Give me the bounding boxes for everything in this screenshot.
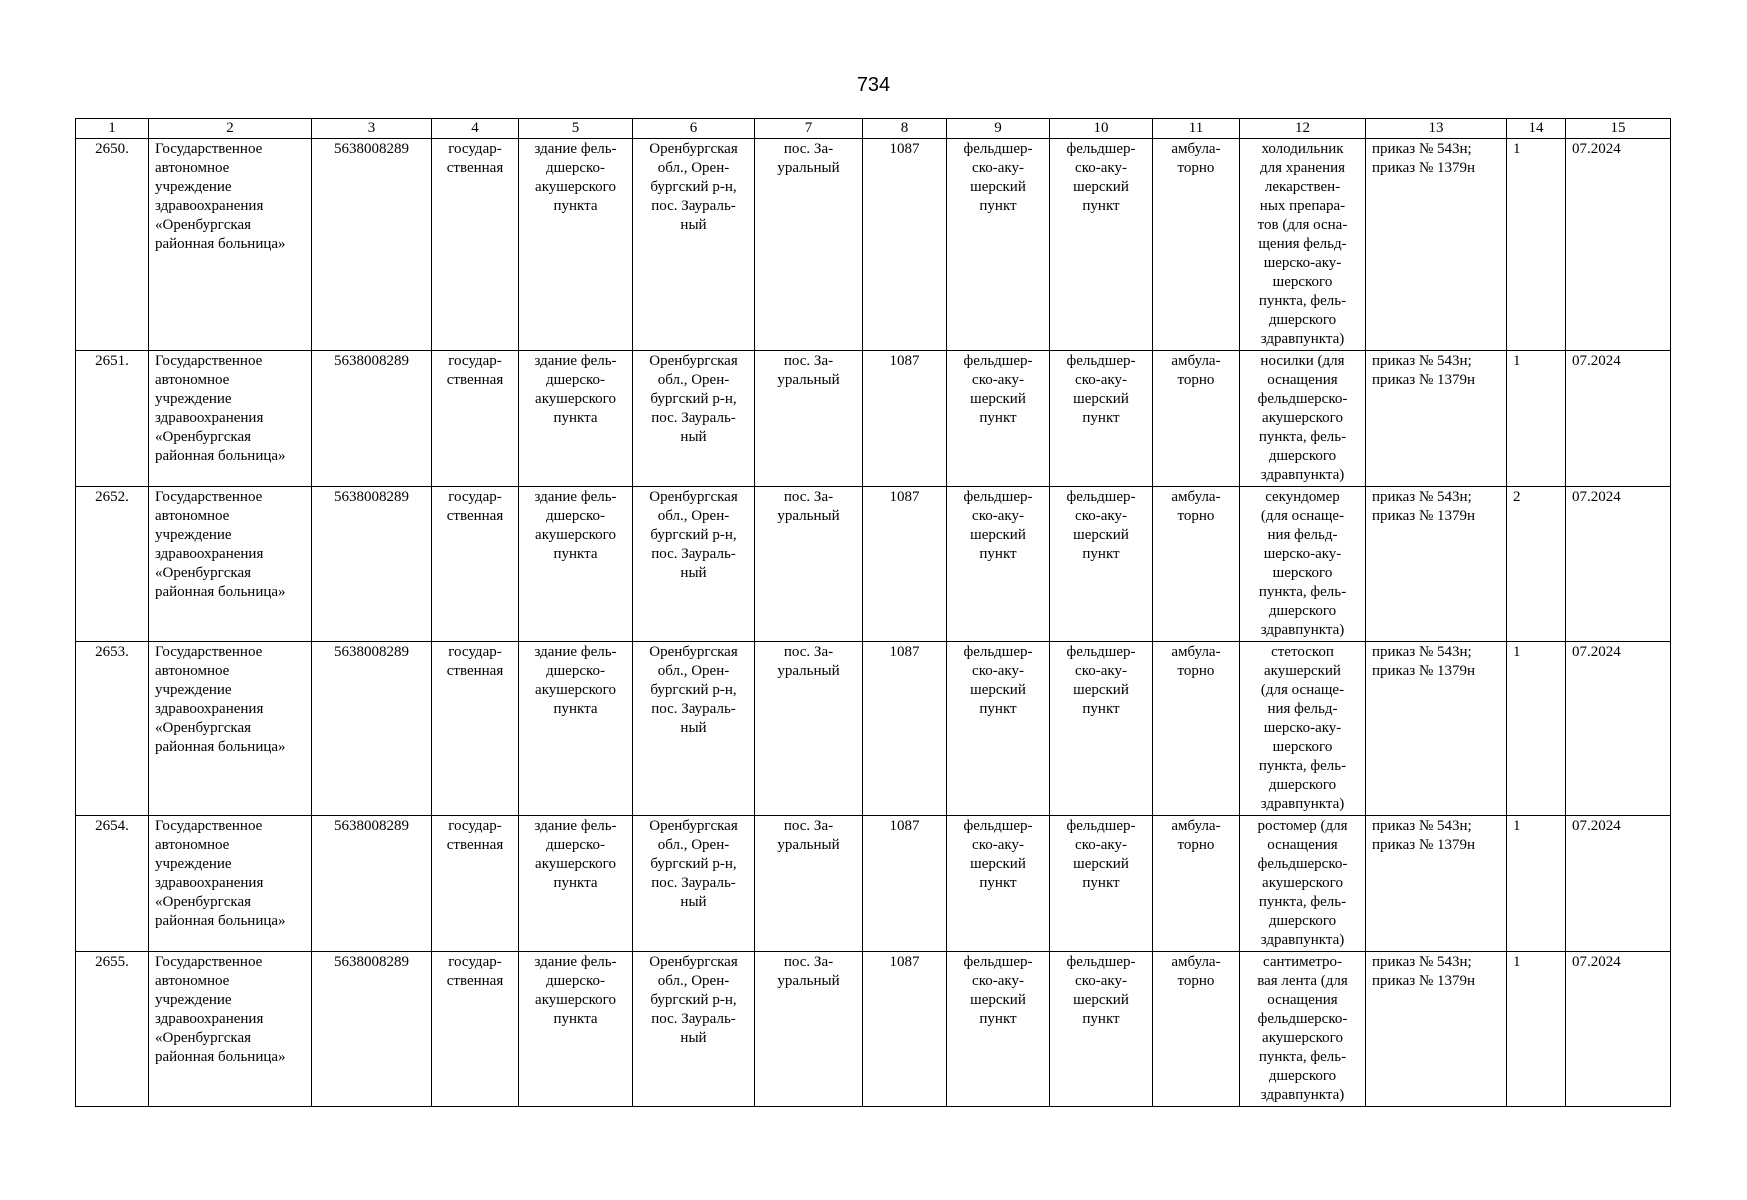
date-cell-text: 07.2024 xyxy=(1572,954,1621,970)
organization-cell xyxy=(149,487,312,642)
ownership-cell xyxy=(432,952,519,1107)
organization-cell xyxy=(149,642,312,816)
quantity-cell xyxy=(1507,139,1566,351)
table-row xyxy=(76,487,1671,642)
column-number: 11 xyxy=(1153,119,1240,139)
ownership-cell xyxy=(432,139,519,351)
organization-cell-text: Государственное автономное учреждение здравоохранения «Оренбургская районная больница» xyxy=(155,489,286,600)
facility-subtype-cell-text: фельдшер- ско-аку- шерский пункт xyxy=(1066,141,1136,214)
equipment-cell xyxy=(1240,642,1366,816)
equipment-cell-text: холодильник для хранения лекарствен- ных препара- тов (для осна- щения фельд- шерско-аку- шерского пункта, фель- дшерского здравпункта) xyxy=(1257,141,1348,347)
inn-cell-text: 5638008289 xyxy=(334,954,409,970)
care-mode-cell-text: амбула- торно xyxy=(1171,489,1221,524)
care-mode-cell xyxy=(1153,139,1240,351)
locality-cell xyxy=(755,642,863,816)
facility-subtype-cell xyxy=(1050,487,1153,642)
date-cell-text: 07.2024 xyxy=(1572,353,1621,369)
ownership-cell xyxy=(432,816,519,952)
row-number-cell-text: 2652. xyxy=(95,489,129,505)
equipment-cell-text: стетоскоп акушерский (для оснаще- ния фельд- шерско-аку- шерского пункта, фель- дшерского здравпункта) xyxy=(1258,644,1347,812)
column-number-row xyxy=(76,119,1671,139)
address-cell xyxy=(633,642,755,816)
care-mode-cell-text: амбула- торно xyxy=(1171,644,1221,679)
facility-type-cell-text: фельдшер- ско-аку- шерский пункт xyxy=(963,954,1033,1027)
locality-cell-text: пос. За- уральный xyxy=(777,489,840,524)
locality-cell xyxy=(755,952,863,1107)
facility-subtype-cell xyxy=(1050,816,1153,952)
date-cell-text: 07.2024 xyxy=(1572,818,1621,834)
ownership-cell-text: государ- ственная xyxy=(446,954,504,989)
facility-type-cell-text: фельдшер- ско-аку- шерский пункт xyxy=(963,818,1033,891)
table-row xyxy=(76,139,1671,351)
address-cell-text: Оренбургская обл., Орен- бургский р-н, пос. Заураль- ный xyxy=(649,353,738,445)
address-cell-text: Оренбургская обл., Орен- бургский р-н, пос. Заураль- ный xyxy=(649,489,738,581)
quantity-cell xyxy=(1507,816,1566,952)
building-cell xyxy=(519,139,633,351)
ownership-cell-text: государ- ственная xyxy=(446,818,504,853)
locality-cell xyxy=(755,351,863,487)
population-cell xyxy=(863,351,947,487)
column-number: 5 xyxy=(519,119,633,139)
facility-subtype-cell-text: фельдшер- ско-аку- шерский пункт xyxy=(1066,954,1136,1027)
facility-type-cell-text: фельдшер- ско-аку- шерский пункт xyxy=(963,353,1033,426)
equipment-cell-text: сантиметро- вая лента (для оснащения фельдшерско- акушерского пункта, фель- дшерского здравпункта) xyxy=(1257,954,1348,1103)
building-cell-text: здание фель- дшерско- акушерского пункта xyxy=(534,353,617,426)
facility-type-cell-text: фельдшер- ско-аку- шерский пункт xyxy=(963,489,1033,562)
locality-cell-text: пос. За- уральный xyxy=(777,818,840,853)
row-number-cell-text: 2654. xyxy=(95,818,129,834)
inn-cell-text: 5638008289 xyxy=(334,644,409,660)
row-number-cell xyxy=(76,816,149,952)
column-number: 13 xyxy=(1366,119,1507,139)
ownership-cell-text: государ- ственная xyxy=(446,141,504,176)
inn-cell-text: 5638008289 xyxy=(334,141,409,157)
locality-cell-text: пос. За- уральный xyxy=(777,353,840,388)
equipment-cell-text: носилки (для оснащения фельдшерско- акушерского пункта, фель- дшерского здравпункта) xyxy=(1257,353,1348,483)
column-number: 2 xyxy=(149,119,312,139)
quantity-cell-text: 1 xyxy=(1513,353,1521,369)
building-cell-text: здание фель- дшерско- акушерского пункта xyxy=(534,954,617,1027)
facility-subtype-cell xyxy=(1050,642,1153,816)
population-cell xyxy=(863,487,947,642)
order-cell-text: приказ № 543н; приказ № 1379н xyxy=(1372,644,1476,679)
address-cell xyxy=(633,351,755,487)
organization-cell xyxy=(149,816,312,952)
order-cell xyxy=(1366,642,1507,816)
organization-cell-text: Государственное автономное учреждение здравоохранения «Оренбургская районная больница» xyxy=(155,141,286,252)
facility-subtype-cell xyxy=(1050,351,1153,487)
quantity-cell-text: 1 xyxy=(1513,644,1521,660)
population-cell-text: 1087 xyxy=(889,141,920,157)
page-number: 734 xyxy=(856,74,891,96)
order-cell xyxy=(1366,487,1507,642)
address-cell xyxy=(633,139,755,351)
organization-cell xyxy=(149,139,312,351)
facility-subtype-cell xyxy=(1050,952,1153,1107)
facility-type-cell xyxy=(947,816,1050,952)
row-number-cell xyxy=(76,642,149,816)
facility-type-cell xyxy=(947,952,1050,1107)
date-cell xyxy=(1566,816,1671,952)
population-cell-text: 1087 xyxy=(889,954,920,970)
row-number-cell-text: 2655. xyxy=(95,954,129,970)
facility-type-cell-text: фельдшер- ско-аку- шерский пункт xyxy=(963,644,1033,717)
care-mode-cell xyxy=(1153,816,1240,952)
inn-cell-text: 5638008289 xyxy=(334,353,409,369)
equipment-cell-text: секундомер (для оснаще- ния фельд- шерско-аку- шерского пункта, фель- дшерского здравпункта) xyxy=(1258,489,1347,638)
order-cell xyxy=(1366,816,1507,952)
date-cell-text: 07.2024 xyxy=(1572,141,1621,157)
facility-type-cell xyxy=(947,351,1050,487)
ownership-cell-text: государ- ственная xyxy=(446,353,504,388)
equipment-cell xyxy=(1240,816,1366,952)
row-number-cell xyxy=(76,351,149,487)
table-row xyxy=(76,816,1671,952)
population-cell xyxy=(863,952,947,1107)
care-mode-cell xyxy=(1153,487,1240,642)
facility-subtype-cell xyxy=(1050,139,1153,351)
inn-cell xyxy=(312,816,432,952)
table-row xyxy=(76,642,1671,816)
column-number: 7 xyxy=(755,119,863,139)
row-number-cell-text: 2650. xyxy=(95,141,129,157)
equipment-cell xyxy=(1240,487,1366,642)
inn-cell xyxy=(312,952,432,1107)
inn-cell xyxy=(312,487,432,642)
registry-table xyxy=(75,118,1671,1107)
organization-cell-text: Государственное автономное учреждение здравоохранения «Оренбургская районная больница» xyxy=(155,353,286,464)
column-number: 6 xyxy=(633,119,755,139)
ownership-cell xyxy=(432,487,519,642)
date-cell xyxy=(1566,139,1671,351)
date-cell xyxy=(1566,952,1671,1107)
address-cell-text: Оренбургская обл., Орен- бургский р-н, пос. Заураль- ный xyxy=(649,818,738,910)
column-number: 12 xyxy=(1240,119,1366,139)
column-number: 9 xyxy=(947,119,1050,139)
date-cell xyxy=(1566,487,1671,642)
equipment-cell xyxy=(1240,139,1366,351)
order-cell xyxy=(1366,351,1507,487)
order-cell-text: приказ № 543н; приказ № 1379н xyxy=(1372,954,1476,989)
quantity-cell-text: 1 xyxy=(1513,141,1521,157)
population-cell-text: 1087 xyxy=(889,489,920,505)
facility-subtype-cell-text: фельдшер- ско-аку- шерский пункт xyxy=(1066,818,1136,891)
date-cell-text: 07.2024 xyxy=(1572,644,1621,660)
facility-subtype-cell-text: фельдшер- ско-аку- шерский пункт xyxy=(1066,353,1136,426)
organization-cell xyxy=(149,351,312,487)
care-mode-cell xyxy=(1153,952,1240,1107)
equipment-cell xyxy=(1240,351,1366,487)
population-cell-text: 1087 xyxy=(889,353,920,369)
order-cell-text: приказ № 543н; приказ № 1379н xyxy=(1372,353,1476,388)
building-cell-text: здание фель- дшерско- акушерского пункта xyxy=(534,818,617,891)
column-number: 3 xyxy=(312,119,432,139)
building-cell-text: здание фель- дшерско- акушерского пункта xyxy=(534,141,617,214)
population-cell xyxy=(863,816,947,952)
care-mode-cell-text: амбула- торно xyxy=(1171,353,1221,388)
ownership-cell-text: государ- ственная xyxy=(446,489,504,524)
facility-type-cell xyxy=(947,642,1050,816)
building-cell xyxy=(519,952,633,1107)
building-cell xyxy=(519,816,633,952)
quantity-cell xyxy=(1507,487,1566,642)
building-cell xyxy=(519,351,633,487)
address-cell xyxy=(633,487,755,642)
quantity-cell-text: 2 xyxy=(1513,489,1521,505)
population-cell-text: 1087 xyxy=(889,644,920,660)
inn-cell-text: 5638008289 xyxy=(334,818,409,834)
quantity-cell xyxy=(1507,642,1566,816)
locality-cell-text: пос. За- уральный xyxy=(777,644,840,679)
organization-cell xyxy=(149,952,312,1107)
address-cell xyxy=(633,952,755,1107)
order-cell-text: приказ № 543н; приказ № 1379н xyxy=(1372,818,1476,853)
date-cell xyxy=(1566,642,1671,816)
building-cell-text: здание фель- дшерско- акушерского пункта xyxy=(534,644,617,717)
building-cell xyxy=(519,487,633,642)
locality-cell-text: пос. За- уральный xyxy=(777,141,840,176)
equipment-cell xyxy=(1240,952,1366,1107)
order-cell-text: приказ № 543н; приказ № 1379н xyxy=(1372,141,1476,176)
address-cell xyxy=(633,816,755,952)
column-number: 1 xyxy=(76,119,149,139)
row-number-cell xyxy=(76,139,149,351)
row-number-cell-text: 2651. xyxy=(95,353,129,369)
order-cell-text: приказ № 543н; приказ № 1379н xyxy=(1372,489,1476,524)
organization-cell-text: Государственное автономное учреждение здравоохранения «Оренбургская районная больница» xyxy=(155,954,286,1065)
quantity-cell xyxy=(1507,952,1566,1107)
quantity-cell xyxy=(1507,351,1566,487)
ownership-cell-text: государ- ственная xyxy=(446,644,504,679)
equipment-cell-text: ростомер (для оснащения фельдшерско- акушерского пункта, фель- дшерского здравпункта) xyxy=(1257,818,1348,948)
inn-cell xyxy=(312,351,432,487)
care-mode-cell-text: амбула- торно xyxy=(1171,954,1221,989)
column-number: 4 xyxy=(432,119,519,139)
facility-type-cell-text: фельдшер- ско-аку- шерский пункт xyxy=(963,141,1033,214)
date-cell-text: 07.2024 xyxy=(1572,489,1621,505)
table-row xyxy=(76,952,1671,1107)
building-cell-text: здание фель- дшерско- акушерского пункта xyxy=(534,489,617,562)
population-cell xyxy=(863,139,947,351)
care-mode-cell-text: амбула- торно xyxy=(1171,141,1221,176)
building-cell xyxy=(519,642,633,816)
inn-cell xyxy=(312,642,432,816)
care-mode-cell xyxy=(1153,351,1240,487)
table-row xyxy=(76,351,1671,487)
column-number: 8 xyxy=(863,119,947,139)
facility-subtype-cell-text: фельдшер- ско-аку- шерский пункт xyxy=(1066,489,1136,562)
inn-cell xyxy=(312,139,432,351)
locality-cell xyxy=(755,139,863,351)
row-number-cell-text: 2653. xyxy=(95,644,129,660)
population-cell xyxy=(863,642,947,816)
organization-cell-text: Государственное автономное учреждение здравоохранения «Оренбургская районная больница» xyxy=(155,644,286,755)
column-number: 14 xyxy=(1507,119,1566,139)
facility-subtype-cell-text: фельдшер- ско-аку- шерский пункт xyxy=(1066,644,1136,717)
row-number-cell xyxy=(76,952,149,1107)
order-cell xyxy=(1366,952,1507,1107)
locality-cell-text: пос. За- уральный xyxy=(777,954,840,989)
ownership-cell xyxy=(432,642,519,816)
population-cell-text: 1087 xyxy=(889,818,920,834)
column-number: 10 xyxy=(1050,119,1153,139)
column-number: 15 xyxy=(1566,119,1671,139)
row-number-cell xyxy=(76,487,149,642)
facility-type-cell xyxy=(947,487,1050,642)
order-cell xyxy=(1366,139,1507,351)
date-cell xyxy=(1566,351,1671,487)
address-cell-text: Оренбургская обл., Орен- бургский р-н, пос. Заураль- ный xyxy=(649,644,738,736)
organization-cell-text: Государственное автономное учреждение здравоохранения «Оренбургская районная больница» xyxy=(155,818,286,929)
locality-cell xyxy=(755,487,863,642)
facility-type-cell xyxy=(947,139,1050,351)
quantity-cell-text: 1 xyxy=(1513,818,1521,834)
address-cell-text: Оренбургская обл., Орен- бургский р-н, пос. Заураль- ный xyxy=(649,954,738,1046)
inn-cell-text: 5638008289 xyxy=(334,489,409,505)
care-mode-cell xyxy=(1153,642,1240,816)
address-cell-text: Оренбургская обл., Орен- бургский р-н, пос. Заураль- ный xyxy=(649,141,738,233)
care-mode-cell-text: амбула- торно xyxy=(1171,818,1221,853)
ownership-cell xyxy=(432,351,519,487)
locality-cell xyxy=(755,816,863,952)
quantity-cell-text: 1 xyxy=(1513,954,1521,970)
